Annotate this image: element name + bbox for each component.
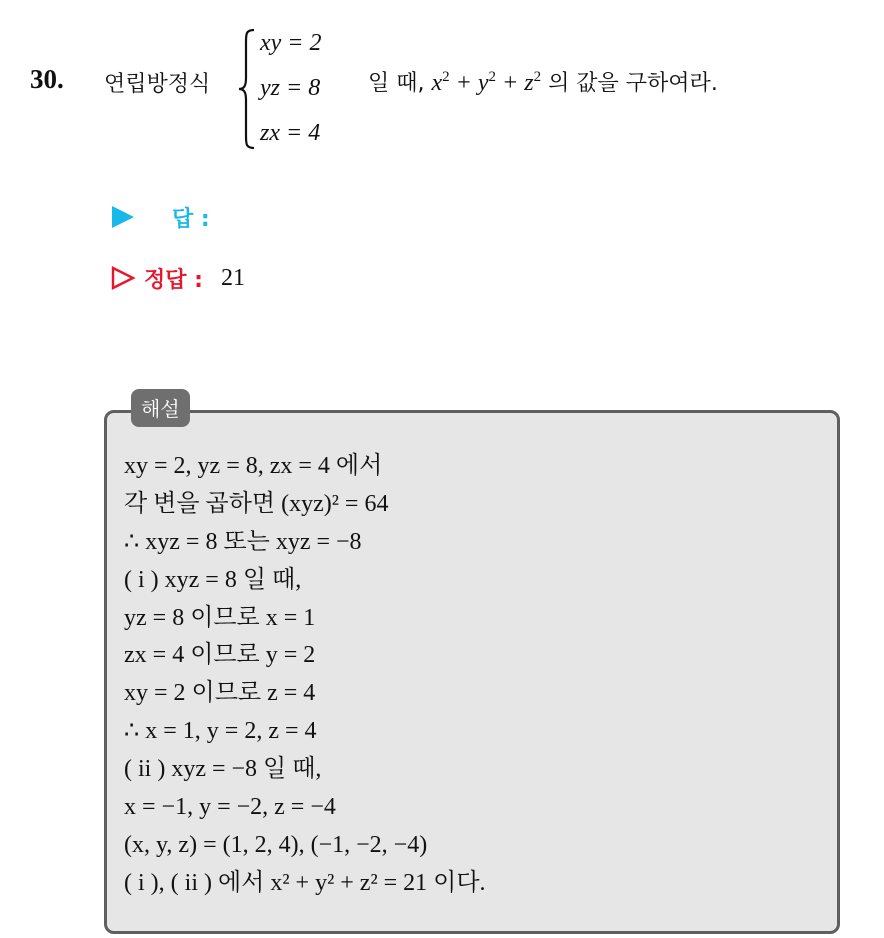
problem-lead-text: 연립방정식 [104, 72, 211, 97]
solution-lines [124, 449, 486, 904]
correct-answer-row [110, 261, 245, 295]
solution-line: (x, y, z) = (1, 2, 4), (−1, −2, −4) [124, 831, 428, 858]
solution-line: ( i ), ( ii ) 에서 x² + y² + z² = 21 이다. [124, 869, 486, 896]
problem-question [368, 66, 718, 97]
solution-line: zx = 4 이므로 y = 2 [124, 642, 316, 669]
problem-number: 30. [30, 64, 64, 94]
left-brace-icon [238, 28, 256, 150]
question-expression: $x^2 + y^2 + z^2$ [431, 69, 542, 96]
equation-xy: xy = 2 [260, 30, 322, 56]
solution-line: ( ii ) xyz = −8 일 때, [124, 756, 322, 783]
solution-line: 각 변을 곱하면 (xyz)² = 64 [124, 490, 389, 517]
answer-label: 답 : [172, 206, 210, 232]
answer-row [110, 200, 210, 234]
correct-answer-label: 정답 : [144, 267, 203, 293]
filled-triangle-icon [110, 204, 136, 230]
question-condition: 일 때, [368, 71, 425, 96]
solution-line: ∴ xyz = 8 또는 xyz = −8 [124, 528, 362, 555]
solution-line: ( i ) xyz = 8 일 때, [124, 566, 302, 593]
solution-line: x = −1, y = −2, z = −4 [124, 794, 336, 821]
solution-line: yz = 8 이므로 x = 1 [124, 604, 316, 631]
question-ask: 의 값을 구하여라. [548, 71, 718, 96]
solution-line: xy = 2, yz = 8, zx = 4 에서 [124, 453, 383, 479]
outline-triangle-icon [110, 265, 136, 291]
solution-line: xy = 2 이므로 z = 4 [124, 680, 316, 707]
equation-system [260, 28, 322, 163]
equation-yz: yz = 8 [260, 75, 321, 101]
correct-answer-value: 21 [220, 264, 245, 291]
solution-line: ∴ x = 1, y = 2, z = 4 [124, 718, 317, 745]
solution-tag: 해설 [131, 389, 190, 427]
equation-zx: zx = 4 [260, 120, 321, 146]
